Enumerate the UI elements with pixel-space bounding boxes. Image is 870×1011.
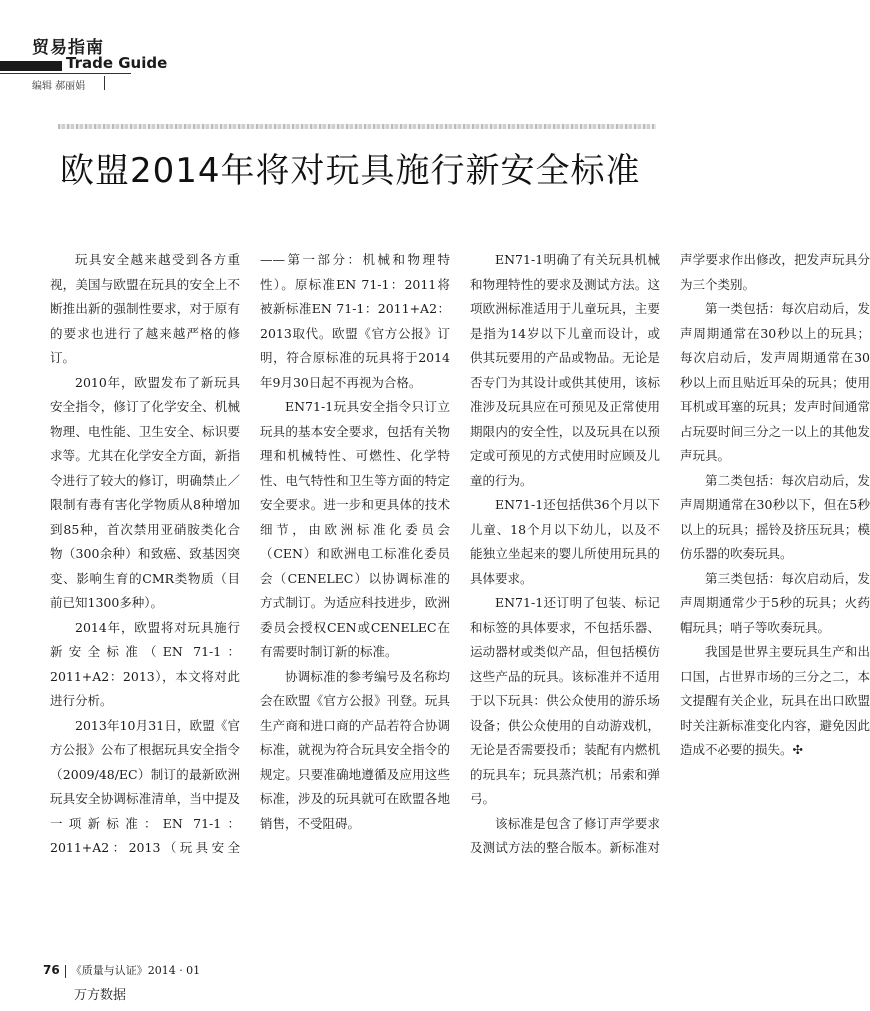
article-title: 欧盟2014年将对玩具施行新安全标准 [60,151,641,191]
paragraph: 第二类包括：每次启动后，发声周期通常在30秒以下，但在5秒以上的玩具；摇铃及挤压玩具；模仿乐器的吹奏玩具。 [680,472,870,561]
editor-credit: 编辑 郝丽娟 [32,81,86,92]
paragraph: 第三类包括：每次启动后，发声周期通常少于5秒的玩具；火药帽玩具；哨子等吹奏玩具。 [680,570,870,635]
paragraph: 2014年，欧盟将对玩具施行新安全标准（EN 71-1：2011+A2：2013），本文将对此进行分析。 [50,619,240,708]
paragraph: 玩具安全越来越受到各方重视，美国与欧盟在玩具的安全上不断推出新的强制性要求，对于原有的要求也进行了越来越严格的修订。 [50,252,240,365]
paragraph: 2010年，欧盟发布了新玩具安全指令，修订了化学安全、机械物理、电性能、卫生安全、标识要求等。尤其在化学安全方面，新指令进行了较大的修订，明确禁止／限制有毒有害化学物质从8种增加到85种，首次禁用亚硝胺类化合物（300余种）和致癌、致基因突变、影响生育的CMR类物质（目前已知1300多种）。 [50,374,240,610]
paragraph: 该标准是包含了修订声学要求及测试方法的整合版本。新标准对声学要求作出修改，把发声玩具分为三个类别。 [470,252,870,855]
paragraph: EN71-1还订明了包装、标记和标签的具体要求，不包括乐器、运动器材或类似产品，但包括模仿这些产品的玩具。该标准并不适用于以下玩具：供公众使用的游乐场设备；供公众使用的自动游戏机，无论是否需要投币；装配有内燃机的玩具车；玩具蒸汽机；吊索和弹弓。 [470,595,660,806]
page-number: 76 [43,963,60,977]
decorative-rule [58,124,656,129]
journal-info: 《质量与认证》2014 · 01 [70,964,201,977]
paragraph: 我国是世界主要玩具生产和出口国，占世界市场的三分之二，本文提醒有关企业，玩具在出口欧盟时关注新标准变化内容，避免因此造成不必要的损失。✣ [680,644,870,757]
watermark: 万方数据 [74,988,127,1003]
page-footer [43,962,200,978]
paragraph: 2013年10月31日，欧盟《官方公报》公布了根据玩具安全指令（2009/48/EC）制订的最新欧洲玩具安全协调标准清单，当中提及一项新标准：EN 71-1：2011+A2：2013（玩具安全——第一部分：机械和物理特性）。原标准EN 71-1：2011将被新标准EN 71-1：2011+A2：2013取代。欧盟《官方公报》订明，符合原标准的玩具将于2014年9月30日起不再视为合格。 [50,252,450,855]
editor-divider [104,76,105,90]
article-body [50,248,870,878]
paragraph: EN71-1明确了有关玩具机械和物理特性的要求及测试方法。这项欧洲标准适用于儿童玩具，主要是指为14岁以下儿童而设计，或供其玩要用的产品或物品。无论是否专门为其设计或供其使用，该标准涉及玩具应在可预见及正常使用期限内的安全性，以及玩具在以预定或可预见的方式使用时应顾及儿童的行为。 [470,252,660,488]
header-rule [0,73,131,74]
footer-divider [65,965,66,978]
paragraph: 协调标准的参考编号及名称均会在欧盟《官方公报》刊登。玩具生产商和进口商的产品若符合协调标准，就视为符合玩具安全指令的规定。只要准确地遵循及应用这些标准，涉及的玩具就可在欧盟各地销售，不受阻碍。 [260,668,450,831]
paragraph: EN71-1还包括供36个月以下儿童、18个月以下幼儿，以及不能独立坐起来的婴儿所使用玩具的具体要求。 [470,497,660,586]
paragraph: EN71-1玩具安全指令只订立玩具的基本安全要求，包括有关物理和机械特性、可燃性、化学特性、电气特性和卫生等方面的特定安全要求。进一步和更具体的技术细节，由欧洲标准化委员会（CEN）和欧洲电工标准化委员会（CENELEC）以协调标准的方式制订。为适应科技进步，欧洲委员会授权CEN或CENELEC在有需要时制订新的标准。 [260,399,450,659]
paragraph: 第一类包括：每次启动后，发声周期通常在30秒以上的玩具；每次启动后，发声周期通常在30秒以上而且贴近耳朵的玩具；使用耳机或耳塞的玩具；发声时间通常占玩耍时间三分之一以上的其他发声玩具。 [680,301,870,463]
section-title-en: Trade Guide [66,54,168,72]
section-header [0,20,250,110]
section-bar [0,61,62,71]
section-title-zh: 贸易指南 [32,38,104,58]
